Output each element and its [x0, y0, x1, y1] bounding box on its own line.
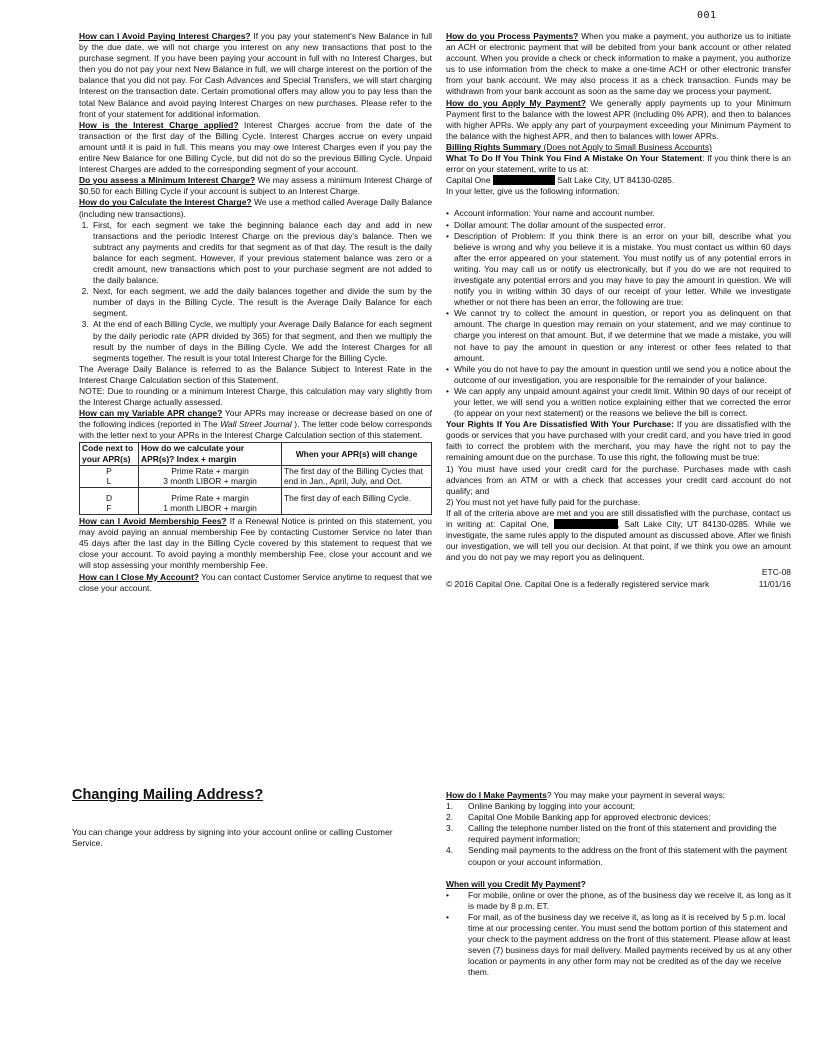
investigate-bullet: While you do not have to pay the amount in question until we send you a notice about the outcome of our investigation, you are responsible for the remainder of your balance. — [454, 363, 791, 385]
form-code: ETC-08 — [761, 567, 791, 578]
membership-heading: How can I Avoid Membership Fees? — [79, 516, 227, 527]
membership-text: If a Renewal Notice is printed on this statement, you may avoid paying an annual membership Fee by contacting Customer Service no later than 45 days after the last day in the Billing Cycle covered by this statement to request that we close your account. To avoid paying a monthly membership Fee, close your account and we will stop assessing your monthly membership Fee. — [79, 516, 432, 571]
rights-text: If you are dissatisfied with the goods or services that you have purchased with your credit card, and you have tried in good faith to correct the problem with the merchant, you may have the right not to pay the remaining amount due on the purchase. To use this right, the following must be true: — [446, 419, 791, 463]
copyright-notice: © 2016 Capital One. Capital One is a federally registered service mark — [446, 578, 710, 589]
list-item — [446, 308, 791, 363]
minimum-heading: Do you assess a Minimum Interest Charge? — [79, 175, 256, 186]
page-number: 001 — [697, 10, 717, 21]
item-text: Online Banking by logging into your account; — [468, 801, 635, 812]
item-text: Calling the telephone number listed on the front of this statement and providing the required payment information; — [468, 823, 777, 845]
table-row — [80, 465, 432, 487]
calc-step: 1. First, for each segment we take the beginning balance each day and add in new transactions and the periodic Interest Charge on the previous day's balance. Then we subtract any payments and credits for that segment as of that day. The result is the daily balance for each segment. However, if your previous statement balance was zero or a credit amount, new transactions which post to your purchase segment are not added to the daily balance. — [91, 220, 432, 287]
change-d: The first day of each Billing Cycle. — [284, 492, 412, 503]
item-number: 1. — [446, 801, 454, 812]
rights-contact-post: , Salt Lake City, UT 84130-0285. While we investigate, the same rules apply to the disputed amount as discussed above. After we finish our investigation, we will tell you our decision. At that point, if we think you owe an amount and you do not pay we may report you as delinquent. — [446, 519, 792, 563]
process-section — [446, 31, 791, 98]
rights-condition-1: 1) You must have used your credit card for the purchase. Purchases made with cash advances from an ATM or with a check that accesses your credit card account do not qualify; and — [446, 463, 791, 496]
list-item — [446, 912, 792, 979]
list-item — [446, 220, 791, 231]
code-f: F — [106, 503, 112, 514]
spacer — [446, 197, 791, 208]
list-item — [446, 812, 792, 823]
close-account-section — [79, 572, 432, 594]
redacted-block — [493, 175, 555, 185]
statement-footer — [446, 567, 791, 589]
bullet-icon: • — [446, 385, 449, 396]
apr-index-table — [79, 442, 432, 515]
code-p: P — [106, 465, 112, 476]
apply-section — [446, 98, 791, 142]
table-cell-code — [80, 465, 139, 487]
make-payments-section — [446, 790, 792, 979]
close-account-text: You can contact Customer Service anytime to request that we close your account. — [79, 571, 433, 593]
item-number: 3. — [446, 823, 454, 834]
make-payments-intro — [446, 790, 792, 801]
calc-steps — [79, 220, 432, 364]
table-cell-calc — [139, 487, 282, 514]
bullet-icon: • — [446, 889, 449, 900]
variable-apr-heading: How can my Variable APR change? — [79, 408, 223, 419]
form-date: 11/01/16 — [758, 578, 791, 589]
list-item — [446, 386, 791, 419]
letter-intro: In your letter, give us the following information: — [446, 186, 620, 197]
close-account-heading: How can I Close My Account? — [79, 571, 199, 582]
table-row — [80, 487, 432, 514]
rights-contact-pre: If all of the criteria above are met and you are still dissatisfied with the purchase, contact us in writing at: Capital One, — [446, 507, 791, 530]
adb-note: The Average Daily Balance is referred to as the Balance Subject to Interest Rate in the Interest Charge Calculation section of this Statement. — [79, 363, 432, 385]
calc-step: 3. At the end of each Billing Cycle, we multiply your Average Daily Balance for each segment by the daily periodic rate (APR divided by 365) for that segment, and then we multiply the result by the number of days in the Billing Cycle. We add the Interest Charges for all segments together. The result is your total Interest Charge for the Billing Cycle. — [91, 319, 432, 363]
apply-heading: How do you Apply My Payment? — [446, 97, 586, 108]
change-p: The first day of the Billing Cycles that — [284, 465, 423, 476]
wsj-title: Wall Street Journal — [220, 419, 292, 430]
variable-apr-text-1: Your APRs may increase or decrease based on one of the following indices (reported in The — [79, 408, 432, 430]
process-heading: How do you Process Payments? — [446, 31, 579, 41]
item-text: Sending mail payments to the address on the front of this statement with the payment coupon or your account information. — [468, 845, 787, 867]
change-l: end in Jan., April, July, and Oct. — [284, 476, 403, 487]
list-item — [446, 823, 792, 845]
list-item — [446, 890, 792, 912]
table-header-row — [80, 443, 432, 465]
rights-condition-2: 2) You must not yet have fully paid for the purchase. — [446, 496, 641, 507]
table-cell-change — [282, 487, 432, 514]
form-id — [759, 567, 791, 589]
address-city: Salt Lake City, UT 84130-0285. — [554, 175, 675, 186]
calc-section — [79, 197, 432, 219]
make-payments-text: ? You may make your payment in several ways: — [546, 790, 726, 800]
list-item — [446, 364, 791, 386]
bullet-icon: • — [446, 208, 449, 219]
applied-section — [79, 120, 432, 175]
membership-section — [79, 516, 432, 571]
mailing-address-section — [72, 787, 412, 849]
code-l: L — [106, 476, 112, 487]
bullet-icon: • — [446, 308, 449, 319]
list-item — [446, 208, 791, 219]
apply-text: We generally apply payments up to your Minimum Payment first to the balance with the lowest APR (including 0% APR), and then to balances with higher APRs. We apply any part of yourpayment exceeding your Minimum Payment to the balance with the highest APR, and then to balances with lower APRs. — [446, 97, 791, 141]
item-number: 2. — [446, 812, 454, 823]
spacer — [446, 868, 792, 879]
variable-apr-text-2: ). The letter code below corresponds with the letter next to your APRs in the Interest Charge Calculation section of this statement. — [79, 419, 432, 441]
mistake-text: : If you think there is an error on your statement, write to us at: — [446, 153, 791, 175]
credit-payment-mark: ? — [580, 878, 586, 889]
process-text: When you make a payment, you authorize us to initiate an ACH or electronic payment that will be debited from your bank account or other related account. When you provide a check or check information to make a payment, you authorize us to use information from the check to make a one-time ACH or other electronic transfer from your bank account. We may also process it as a check transaction. Funds may be withdrawn from your bank account as soon as the same day we process your payment. — [446, 31, 791, 97]
mailing-address — [446, 175, 791, 186]
billing-rights-note: (Does not Apply to Small Business Accounts) — [541, 141, 712, 152]
rights-contact — [446, 508, 791, 563]
item-text: For mobile, online or over the phone, as of the business day we receive it, as long as it is made by 8 p.m. ET. — [468, 889, 792, 911]
applied-heading: How is the Interest Charge applied? — [79, 119, 239, 130]
info-bullet: Description of Problem: If you think there is an error on your bill, describe what you believe is wrong and why you believe it is a mistake. You must contact us within 60 days after the error appeared on your statement. You must notify us of any potential errors in writing. You may call us or notify us electronically, but if you do we are not required to investigate any potential errors and you may have to pay the amount in question. We will notify you in writing within 30 days of our receipt of your letter. While we investigate whether or not there has been an error, the following are true: — [454, 230, 791, 308]
bullet-icon: • — [446, 219, 449, 230]
table-header-code: Code next to your APR(s) — [80, 443, 139, 465]
calc-step: 2. Next, for each segment, we add the daily balances together and divide the sum by the number of days in the Billing Cycle. The result is the Average Daily Balance for each segment. — [91, 286, 432, 319]
calc-l: 3 month LIBOR + margin — [163, 476, 257, 487]
mistake-heading: What To Do If You Think You Find A Mistake On Your Statement — [446, 153, 703, 164]
item-text: For mail, as of the business day we receive it, as long as it is received by 5 p.m. local time at our processing center. You must send the bottom portion of this statement and your check to the payment address on the front of this statement. Please allow at least seven (7) business days for mail delivery. Mailed payments received by us at any other location or payments in any other form may not be credited as of the day we receive them. — [468, 911, 792, 978]
calc-p: Prime Rate + margin — [171, 465, 249, 476]
item-text: Capital One Mobile Banking app for approved electronic devices; — [468, 812, 711, 823]
table-cell-code — [80, 487, 139, 514]
minimum-section — [79, 175, 432, 197]
minimum-text: We may assess a minimum Interest Charge of $0.50 for each Billing Cycle if your account is subject to an Interest Charge. — [79, 175, 432, 197]
list-item — [446, 845, 792, 867]
calc-heading: How do you Calculate the Interest Charge? — [79, 197, 252, 208]
mistake-section — [446, 153, 791, 175]
investigate-bullet: We can apply any unpaid amount against your credit limit. Within 90 days of our receipt of your letter, we will send you a written notice explaining either that we corrected the error (to appear on your next statement) or the reasons we believe the bill is correct. — [454, 385, 791, 419]
table-cell-change — [282, 465, 432, 487]
left-column — [79, 31, 432, 594]
applied-text: Interest Charges accrue from the date of the transaction or the first day of the Billing Cycle. Interest Charges accrue on every unpaid amount until it is paid in full. This means you may owe Interest Charges even if you pay the entire New Balance for one Billing Cycle, but did not do so the previous Billing Cycle. Unpaid Interest Charges are added to the corresponding segment of your account. — [79, 119, 433, 175]
info-bullet: Account information: Your name and account number. — [454, 208, 655, 219]
code-d: D — [105, 492, 113, 503]
rights-section — [446, 419, 791, 463]
credit-payment-heading: When will you Credit My Payment — [446, 878, 581, 889]
table-header-calc: How do we calculate your APR(s)? Index + margin — [139, 443, 282, 465]
list-item — [446, 801, 792, 812]
item-number: 4. — [446, 845, 454, 856]
rounding-note: NOTE: Due to rounding or a minimum Interest Charge, this calculation may vary slightly from the Interest Charge actually assessed. — [79, 386, 432, 408]
right-column — [446, 31, 791, 590]
rights-heading: Your Rights If You Are Dissatisfied With Your Purchase: — [446, 419, 674, 430]
interest-text: If you pay your statement's New Balance in full by the due date, we will not charge you interest on any new transactions that post to the purchase segment. If you have been paying your account in full with no Interest Charges, but then you do not pay your next New Balance in full, we will charge interest on the portion of the balance that you did not pay. For Cash Advances and Special Transfers, we will start charging Interest on the transaction date. Certain promotional offers may allow you to pay less than the total New Balance and avoid paying Interest Charges on new purchases. Please refer to the front of your statement for additional information. — [79, 31, 432, 119]
redacted-block — [554, 519, 618, 529]
variable-apr-section — [79, 408, 432, 441]
bullet-icon: • — [446, 363, 449, 374]
interest-heading: How can I Avoid Paying Interest Charges? — [79, 31, 251, 41]
investigate-bullet: We cannot try to collect the amount in question, or report you as delinquent on that amount. The charge in question may remain on your statement, and we may continue to charge you interest on that amount. But, if we determine that we made a mistake, you will not have to pay the amount in question or any interest or other fees related to that amount. — [454, 308, 791, 363]
address-company: Capital One — [446, 175, 491, 186]
mailing-address-heading: Changing Mailing Address? — [72, 787, 264, 803]
billing-rights-title — [446, 142, 791, 153]
billing-rights-heading: Billing Rights Summary — [446, 141, 542, 152]
interest-section — [79, 31, 432, 120]
table-cell-calc — [139, 465, 282, 487]
calc-d: Prime Rate + margin — [171, 492, 249, 503]
bullet-icon: • — [446, 911, 449, 922]
table-header-change: When your APR(s) will change — [282, 443, 432, 465]
credit-payment-heading-row — [446, 879, 792, 890]
info-bullet: Dollar amount: The dollar amount of the suspected error. — [454, 219, 666, 230]
mailing-address-text: You can change your address by signing into your account online or calling Customer Service. — [72, 827, 393, 848]
bullet-icon: • — [446, 230, 449, 241]
make-payments-heading: How do I Make Payments — [446, 790, 547, 800]
calc-f: 1 month LIBOR + margin — [163, 503, 257, 514]
list-item — [446, 231, 791, 309]
calc-text: We use a method called Average Daily Balance (including new transactions). — [79, 197, 433, 219]
